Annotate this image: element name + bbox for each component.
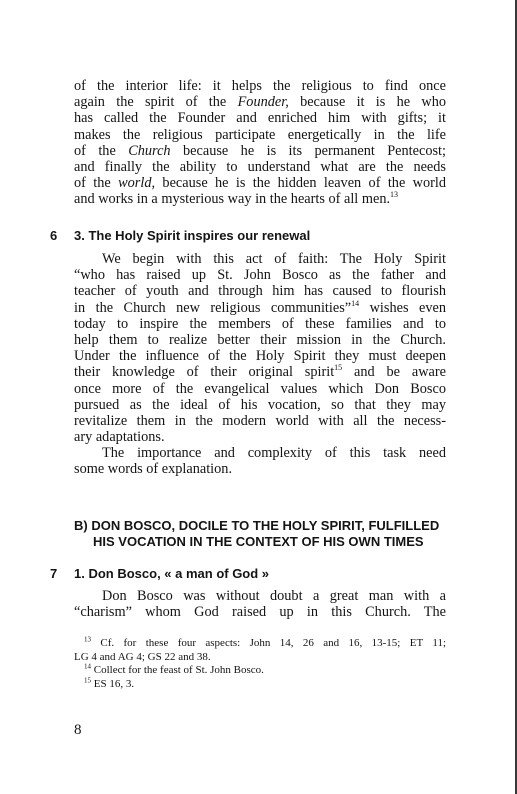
top-paragraph [74,78,446,208]
text-line: of the world, because he is the hidden leaven of the world [74,175,447,192]
text-line: We begin with this act of faith: The Holy Spirit [102,251,446,267]
text-line: makes the religious participate energetically in the life [74,126,446,143]
footnotes [74,637,446,691]
text-line: again the spirit of the Founder, because it is he who [74,94,446,111]
section-heading: 3. The Holy Spirit inspires our renewal [74,228,311,243]
footnote-ref: 13 [390,190,399,200]
text-line: their knowledge of their original spirit$^{15}$ and be aware [74,363,446,381]
text-line: ary adaptations. [74,429,165,446]
section-letter: B) [74,518,88,533]
text-line: of the interior life: it helps the religious to find once [74,78,446,94]
section1-paragraph [74,588,446,620]
text-line: The importance and complexity of this task need [102,445,446,462]
text-line: teacher of youth and through him has caused to flourish [74,283,446,300]
footnote-ref: 14 [351,298,360,308]
heading-line: HIS VOCATION IN THE CONTEXT OF HIS OWN TIMES [93,534,424,549]
text-line: some words of explanation. [74,461,233,478]
section3-paragraph [74,251,446,478]
margin-number: 6 [50,228,58,243]
footnote-15: $^{15}$ ES 16, 3. [84,676,135,690]
footnote-13: $^{13}$ Cf. for these four aspects: John 14, 26 and 16, 13-15; ET 11; [84,635,446,649]
section-b-heading [74,518,446,550]
text-line: Under the influence of the Holy Spirit they must deepen [74,348,446,365]
text-line: “charism” whom God raised up in this Church. The [74,604,446,621]
text-line: in the Church new religious communities”$^{14}$ wishes even [74,298,446,316]
text-line: of the Church because he is its permanent Pentecost; [74,142,446,159]
text-line: Don Bosco was without doubt a great man with a [102,588,446,604]
text-line: today to inspire the members of these families and to [74,315,446,332]
text-line: has called the Founder and enriched him with gifts; it [74,110,446,127]
text-line: and works in a mysterious way in the hearts of all men.$^{13}$ [74,190,399,208]
subsection-heading: 1. Don Bosco, « a man of God » [74,566,270,581]
footnote-14: $^{14}$ Collect for the feast of St. John Bosco. [84,662,264,677]
text-line: “who has raised up St. John Bosco as the father and [74,267,446,284]
footnote-ref: 15 [334,363,343,373]
footnote-13-cont: LG 4 and AG 4; GS 22 and 38. [74,650,211,663]
text-line: pursued as the ideal of his vocation, so that they may [74,396,446,413]
heading-line: DON BOSCO, DOCILE TO THE HOLY SPIRIT, FULFILLED [91,518,440,533]
text-line: help them to realize better their mission in the Church. [74,331,446,348]
text-line: revitalize them in the modern world with all the necess- [74,412,446,429]
page-number: 8 [74,722,82,738]
text-line: once more of the evangelical values which Don Bosco [74,380,446,397]
text-line: and finally the ability to understand what are the needs [74,158,446,175]
margin-number: 7 [50,566,58,581]
